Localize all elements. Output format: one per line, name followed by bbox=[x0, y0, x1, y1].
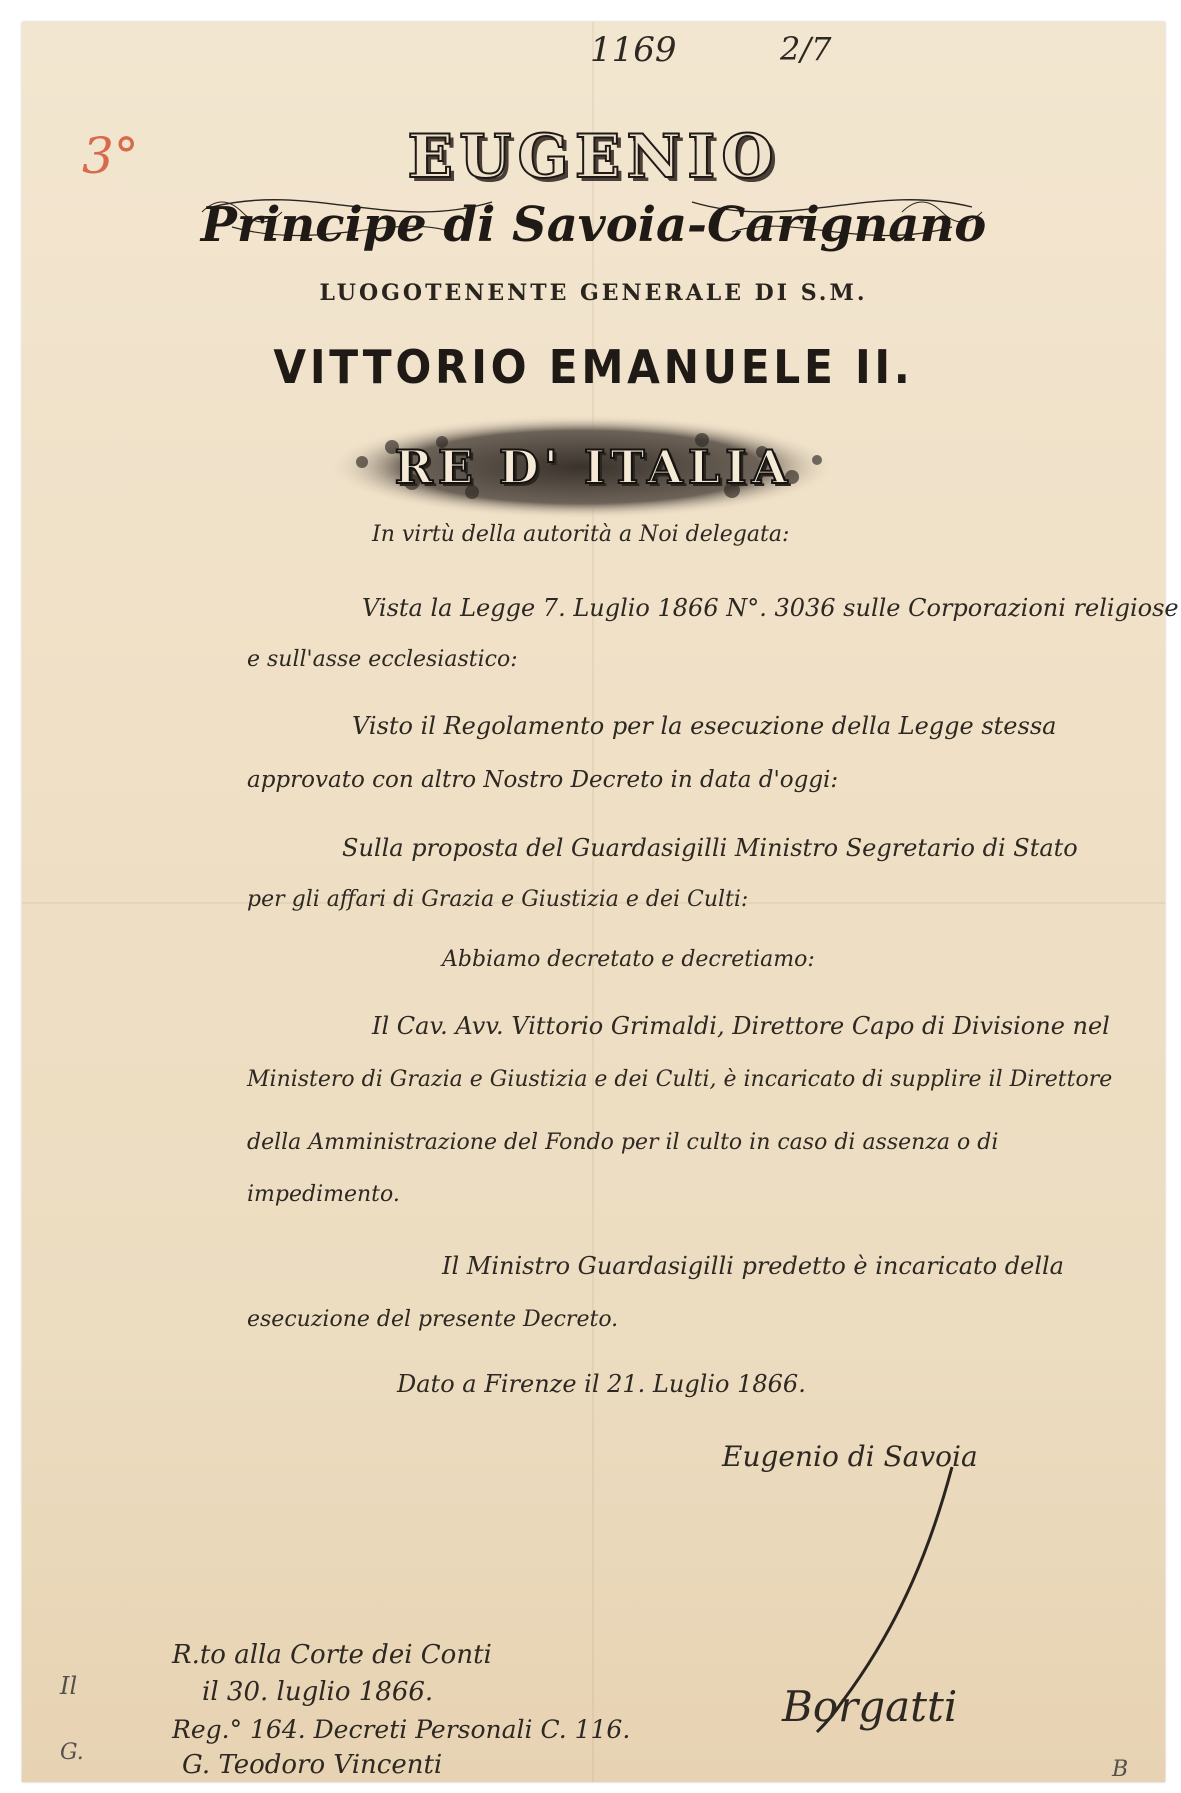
body-line-11: della Amministrazione del Fondo per il culto in caso di assenza o di bbox=[247, 1130, 999, 1155]
body-line-3: e sull'asse ecclesiastico: bbox=[247, 647, 518, 672]
letterhead-office: LUOGOTENENTE GENERALE DI S.M. bbox=[319, 280, 868, 306]
body-line-15: Dato a Firenze il 21. Luglio 1866. bbox=[397, 1370, 806, 1398]
body-line-6: Sulla proposta del Guardasigilli Ministro Segretario di Stato bbox=[342, 834, 1078, 862]
body-line-13: Il Ministro Guardasigilli predetto è incaricato della bbox=[442, 1252, 1064, 1280]
letterhead-name: EUGENIO bbox=[407, 122, 780, 192]
registration-line-2: il 30. luglio 1866. bbox=[202, 1677, 434, 1707]
body-line-12: impedimento. bbox=[247, 1182, 400, 1207]
body-line-7: per gli affari di Grazia e Giustizia e dei Culti: bbox=[247, 887, 749, 912]
margin-mark-top: Il bbox=[60, 1672, 78, 1700]
body-line-9: Il Cav. Avv. Vittorio Grimaldi, Direttore Capo di Divisione nel bbox=[372, 1012, 1110, 1040]
margin-mark-bottom: G. bbox=[60, 1740, 84, 1765]
body-line-1: In virtù della autorità a Noi delegata: bbox=[372, 522, 790, 547]
letterhead-title: Principe di Savoia-Carignano bbox=[200, 197, 987, 253]
registration-line-4: G. Teodoro Vincenti bbox=[182, 1750, 443, 1780]
signature-eugenio: Eugenio di Savoia bbox=[722, 1440, 978, 1473]
body-line-4: Visto il Regolamento per la esecuzione della Legge stessa bbox=[352, 712, 1057, 740]
body-line-14: esecuzione del presente Decreto. bbox=[247, 1307, 619, 1332]
registration-line-1: R.to alla Corte dei Conti bbox=[172, 1640, 492, 1670]
letterhead-king: VITTORIO EMANUELE II. bbox=[273, 340, 914, 394]
body-line-8: Abbiamo decretato e decretiamo: bbox=[442, 947, 815, 972]
archive-number: 1169 bbox=[590, 30, 677, 70]
document-sheet bbox=[22, 22, 1179, 1782]
margin-mark-right: B bbox=[1112, 1757, 1129, 1782]
body-line-10: Ministero di Grazia e Giustizia e dei Culti, è incaricato di supplire il Direttore bbox=[247, 1067, 1113, 1092]
body-line-2: Vista la Legge 7. Luglio 1866 N°. 3036 sulle Corporazioni religiose bbox=[362, 594, 1179, 622]
margin-note-red: 3° bbox=[82, 127, 139, 185]
archive-fraction: 2/7 bbox=[780, 30, 832, 68]
registration-line-3: Reg.° 164. Decreti Personali C. 116. bbox=[172, 1715, 631, 1744]
body-line-5: approvato con altro Nostro Decreto in data d'oggi: bbox=[247, 767, 839, 793]
letterhead-kingdom: RE D' ITALIA bbox=[394, 440, 793, 494]
signature-minister: Borgatti bbox=[782, 1682, 958, 1731]
